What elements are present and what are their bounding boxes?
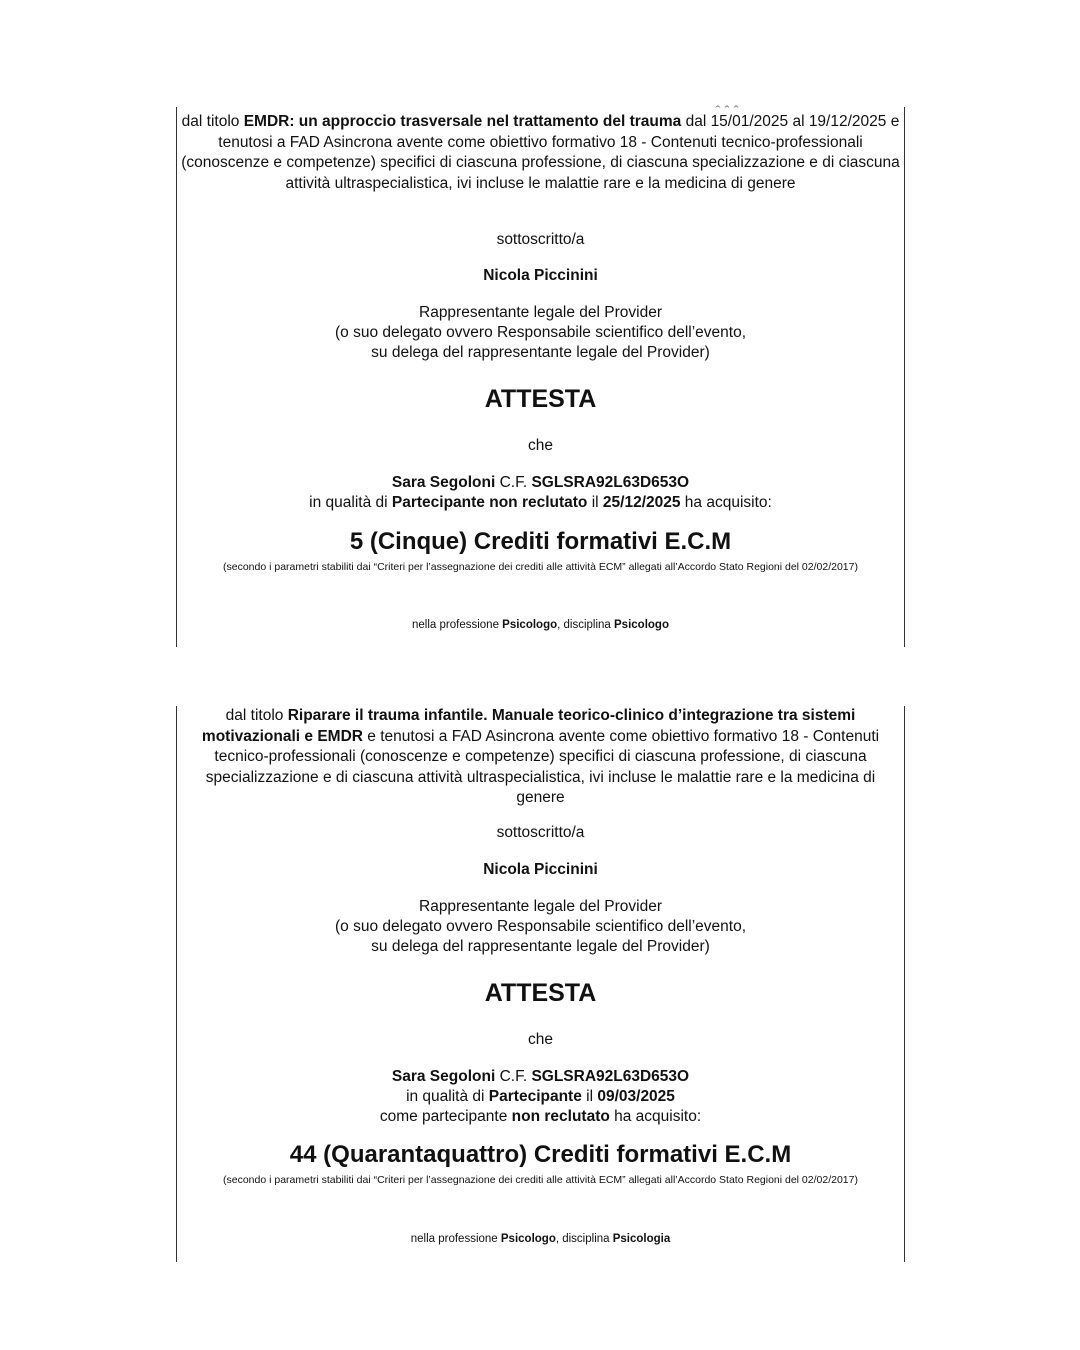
profession-line [177, 1231, 904, 1247]
attesta-heading: ATTESTA [484, 385, 597, 413]
participant-type-line [177, 1107, 904, 1128]
profession-line [177, 617, 904, 633]
participant-type: non reclutato [511, 1108, 610, 1125]
cf-label: C.F. [495, 474, 532, 491]
cf-label: C.F. [495, 1068, 532, 1085]
quality-mid: il [581, 1088, 598, 1105]
course-description [177, 112, 904, 194]
discipline-prefix: , disciplina [557, 619, 615, 631]
discipline-prefix: , disciplina [555, 1233, 613, 1245]
profession-prefix: nella professione [412, 619, 503, 631]
intro-prefix: dal titolo [181, 113, 244, 130]
participant-name: Sara Segoloni [391, 474, 496, 491]
che-label: che [528, 1031, 553, 1048]
participant-type-suffix: ha acquisito: [609, 1108, 702, 1125]
quality-mid: il [587, 494, 603, 511]
quality-prefix: in qualità di [309, 494, 392, 511]
profession: Psicologo [502, 619, 558, 631]
certificate-1 [176, 107, 905, 647]
course-details: dal 15/01/2025 al 19/12/2025 e tenutosi a FAD Asincrona avente come obiettivo formativo 18 - Contenuti tecnico-professionali (conoscenze e competenze) specifici di ciascuna professione, di ciascuna specializzazione e di ciascuna attività ultraspecialistica, ivi incluse le malattie rare e la medicina di genere [181, 113, 900, 192]
role-line-1: Rappresentante legale del Provider [419, 898, 662, 915]
participant-role: Partecipante [488, 1088, 582, 1105]
credits-heading: 5 (Cinque) Crediti formativi E.C.M [349, 528, 732, 555]
role-line-2: (o suo delegato ovvero Responsabile scientifico dell’evento, [335, 918, 746, 935]
participant-type-prefix: come partecipante [379, 1108, 512, 1125]
discipline: Psicologo [614, 619, 669, 631]
discipline: Psicologia [612, 1233, 671, 1245]
role-line-1: Rappresentante legale del Provider [419, 304, 662, 321]
acquisition-date: 09/03/2025 [597, 1088, 675, 1105]
signer-name: Nicola Piccinini [483, 861, 598, 878]
quality-suffix: ha acquisito: [680, 494, 772, 511]
credits-note: (secondo i parametri stabiliti dai “Criteri per l’assegnazione dei crediti alle attività ECM” allegati all’Accordo Stato Regioni del 02/02/2017) [223, 1174, 858, 1186]
quality-line [177, 1087, 904, 1108]
course-title: EMDR: un approccio trasversale nel trattamento del trauma [243, 113, 682, 130]
role-line-3: su delega del rappresentante legale del Provider) [371, 938, 710, 955]
fiscal-code: SGLSRA92L63D653O [531, 1068, 690, 1085]
credits-note: (secondo i parametri stabiliti dai “Criteri per l’assegnazione dei crediti alle attività ECM” allegati all’Accordo Stato Regioni del 02/02/2017) [223, 561, 858, 573]
signed-label: sottoscritto/a [496, 231, 585, 248]
signer-name: Nicola Piccinini [483, 267, 598, 284]
participant-line [177, 473, 904, 494]
course-description [177, 706, 904, 809]
quality-line [177, 493, 904, 514]
acquisition-date: 25/12/2025 [602, 494, 681, 511]
intro-prefix: dal titolo [225, 707, 288, 724]
course-details: e tenutosi a FAD Asincrona avente come obiettivo formativo 18 - Contenuti tecnico-professionali (conoscenze e competenze) specifici di ciascuna professione, di ciascuna specializzazione e di ciascuna attività ultraspecialistica, ivi incluse le malattie rare e la medicina di genere [205, 727, 880, 806]
che-label: che [528, 437, 553, 454]
participant-name: Sara Segoloni [391, 1068, 496, 1085]
signed-label: sottoscritto/a [496, 824, 585, 841]
participant-line [177, 1067, 904, 1088]
quality-prefix: in qualità di [406, 1088, 489, 1105]
participant-role: Partecipante non reclutato [391, 494, 588, 511]
cropped-text-fragment [627, 97, 827, 111]
fiscal-code: SGLSRA92L63D653O [531, 474, 690, 491]
certificate-2 [176, 706, 905, 1262]
role-line-2: (o suo delegato ovvero Responsabile scientifico dell’evento, [335, 324, 746, 341]
role-line-3: su delega del rappresentante legale del Provider) [371, 344, 710, 361]
attesta-heading: ATTESTA [484, 979, 597, 1007]
credits-heading: 44 (Quarantaquattro) Crediti formativi E.C.M [289, 1141, 792, 1168]
profession-prefix: nella professione [410, 1233, 501, 1245]
course-title: Riparare il trauma infantile. Manuale teorico-clinico d’integrazione tra sistemi motivazionali e EMDR [201, 707, 856, 745]
profession: Psicologo [500, 1233, 556, 1245]
